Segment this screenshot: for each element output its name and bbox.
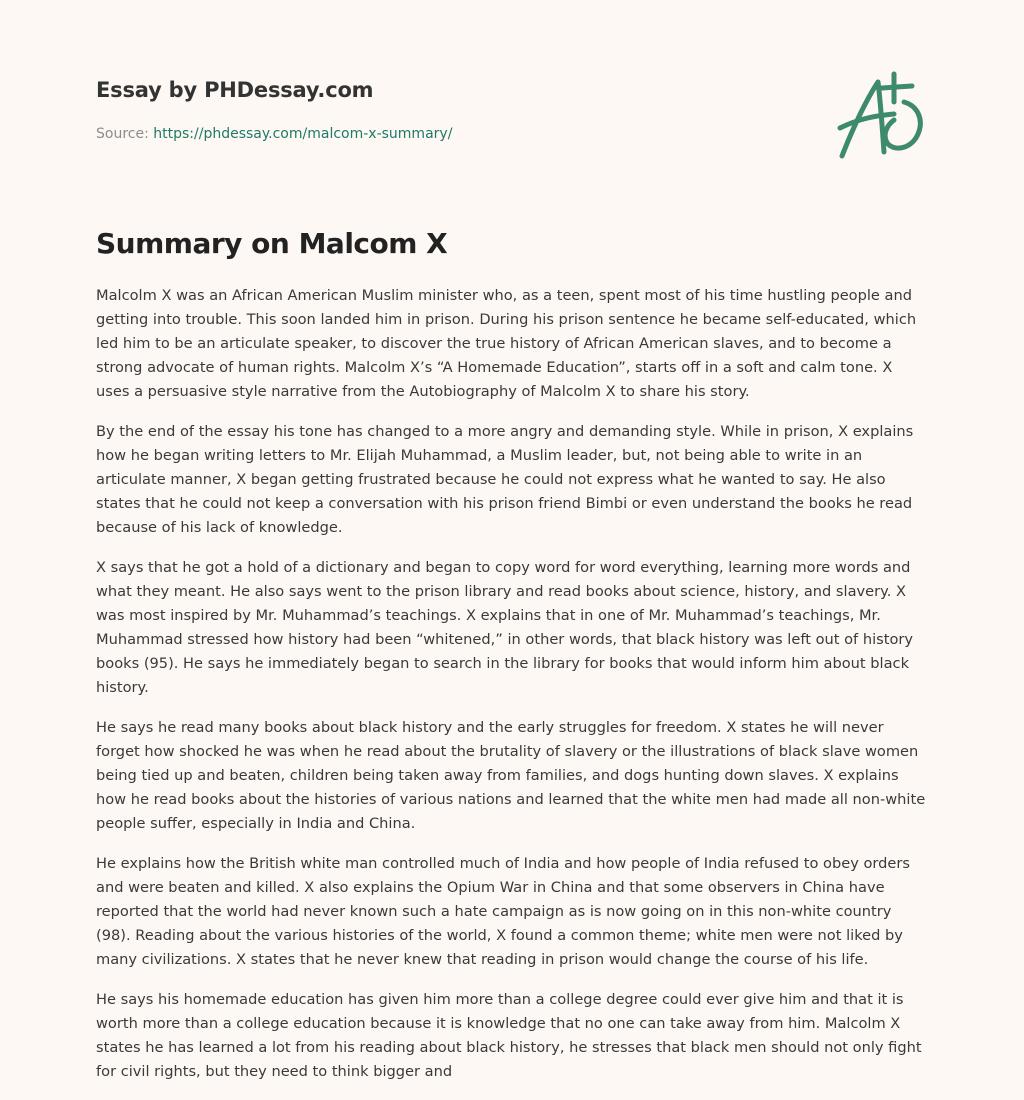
- essay-paragraph: By the end of the essay his tone has changed to a more angry and demanding style. While in prison, X explains how he began writing letters to Mr. Elijah Muhammad, a Muslim leader, but, not being able to write in an articulate manner, X began getting frustrated because he could not express what he wanted to say. He also states that he could not keep a conversation with his prison friend Bimbi or even understand the books he read because of his lack of knowledge.: [96, 423, 914, 536]
- page-header: [96, 76, 928, 166]
- a-plus-logo-icon: [832, 68, 932, 164]
- essay-paragraph: X says that he got a hold of a dictionary and began to copy word for word everything, learning more words and what they meant. He also says went to the prison library and read books about science, history, and slavery. X was most inspired by Mr. Muhammad’s teachings. X explains that in one of Mr. Muhammad’s teachings, Mr. Muhammad stressed how history had been “whitened,” in other words, that black history was left out of history books (95). He says he immediately began to search in the library for books that would inform him about black history.: [96, 559, 914, 696]
- essay-title: Summary on Malcom X: [96, 227, 448, 260]
- essay-paragraph: He says his homemade education has given him more than a college degree could ever give him and that it is worth more than a college education because it is knowledge that no one can take away from him. Malcolm X states he has learned a lot from his reading about black history, he stresses that black men should not only fight for civil rights, but they need to think bigger and: [96, 991, 922, 1080]
- essay-body: [96, 284, 928, 1100]
- essay-paragraph: Malcolm X was an African American Muslim minister who, as a teen, spent most of his time hustling people and getting into trouble. This soon landed him in prison. During his prison sentence he became self-educated, which led him to be an articulate speaker, to discover the true history of African American slaves, and to become a strong advocate of human rights. Malcolm X’s “A Homemade Education”, starts off in a soft and calm tone. X uses a persuasive style narrative from the Autobiography of Malcolm X to share his story.: [96, 287, 917, 400]
- source-link[interactable]: https://phdessay.com/malcom-x-summary/: [153, 126, 453, 142]
- essay-paragraph: He explains how the British white man controlled much of India and how people of India refused to obey orders and were beaten and killed. X also explains the Opium War in China and that some observers in China have reported that the world had never known such a hate campaign as is now going on in this non-white country (98). Reading about the various histories of the world, X found a common theme; white men were not liked by many civilizations. X states that he never knew that reading in prison would change the course of his life.: [96, 855, 911, 968]
- site-title: Essay by PHDessay.com: [96, 78, 374, 102]
- source-line: [96, 124, 452, 144]
- source-label: Source:: [96, 126, 154, 142]
- essay-paragraph: He says he read many books about black history and the early struggles for freedom. X states he will never forget how shocked he was when he read about the brutality of slavery or the illustrations of black slave women being tied up and beaten, children being taken away from families, and dogs hunting down slaves. X explains how he read books about the histories of various nations and learned that the white men had made all non-white people suffer, especially in India and China.: [96, 719, 926, 832]
